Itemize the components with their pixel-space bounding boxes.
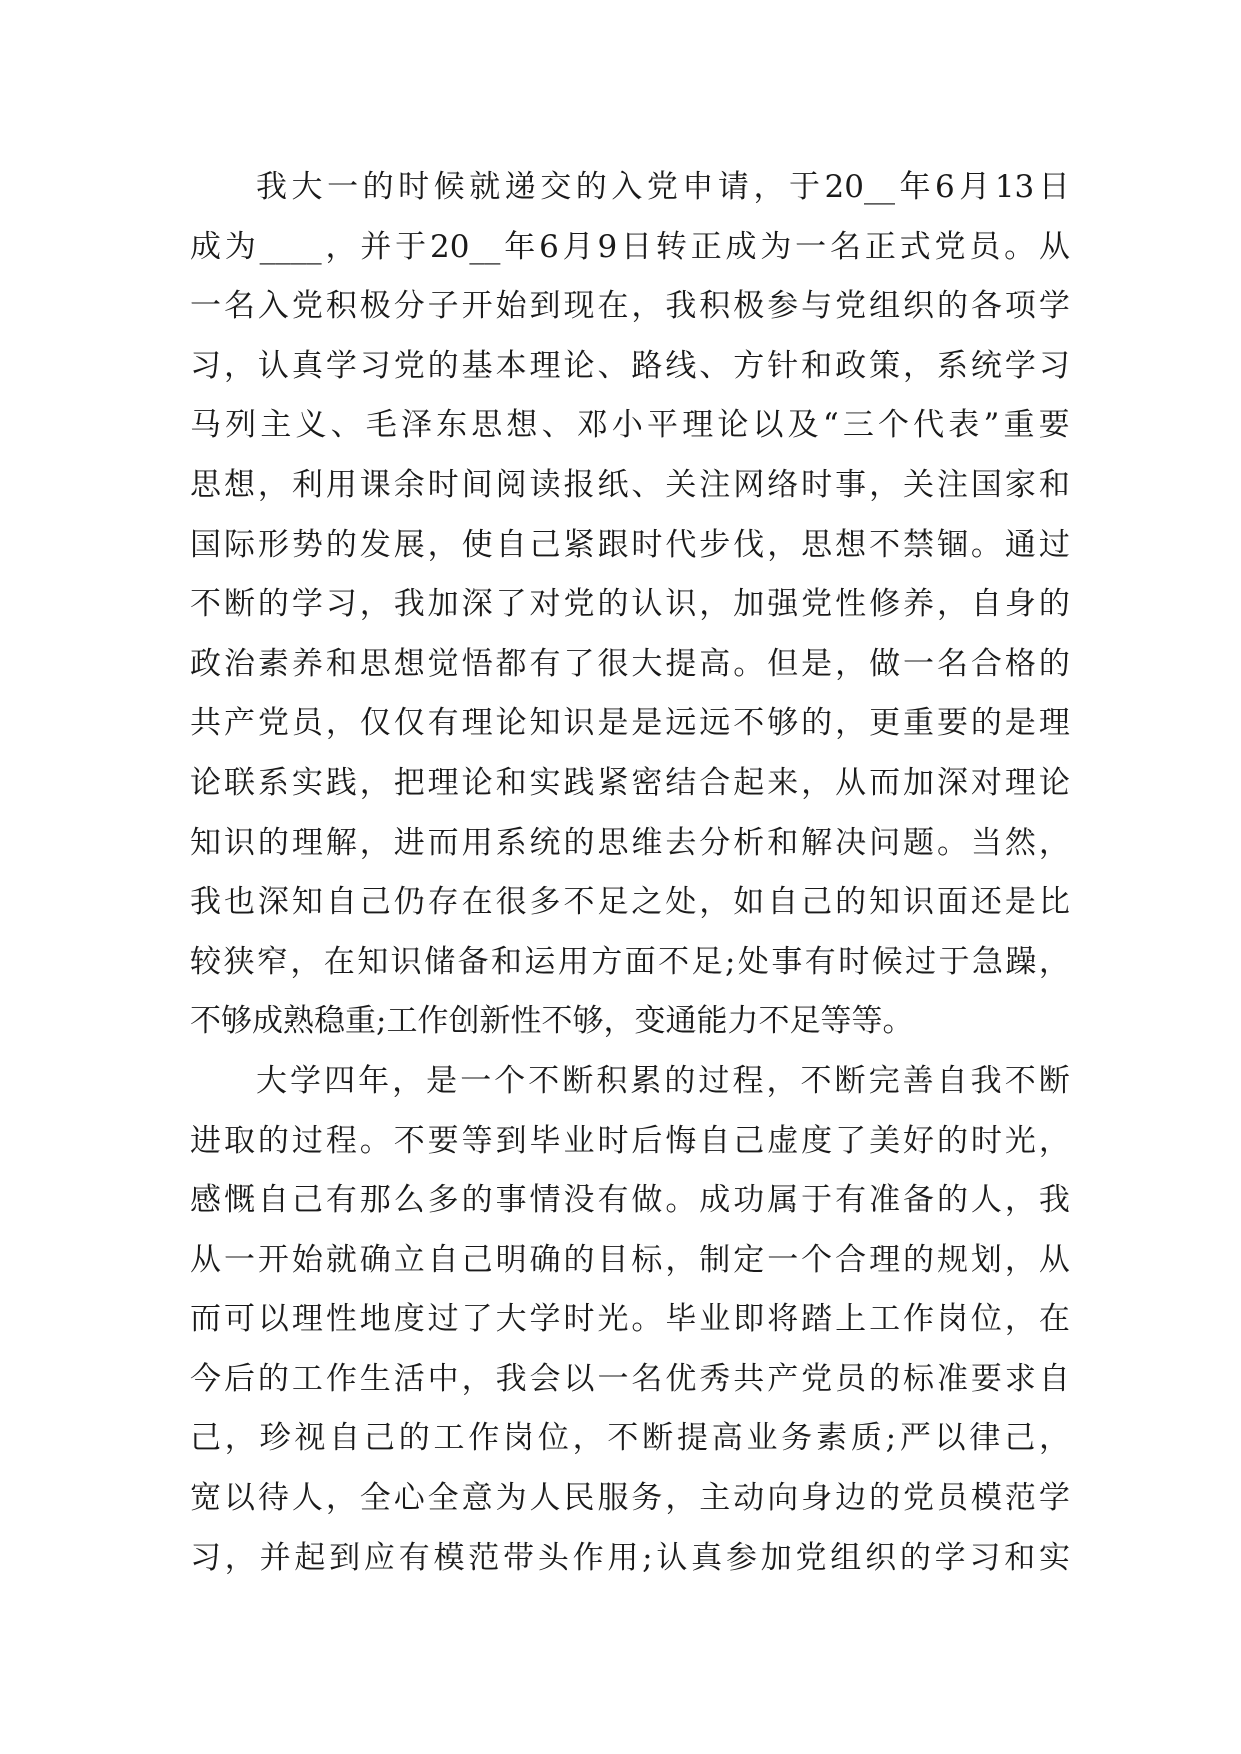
text-line: 今 后 的 工 作 生 活 中 ， 我 会 以 一 名 优 秀 共 产 党 员 的 标 准 要 求 自: [190, 1360, 1070, 1397]
text-line: 论 联 系 实 践 ， 把 理 论 和 实 践 紧 密 结 合 起 来 ， 从 而 加 深 对 理 论: [190, 764, 1070, 801]
text-line: 我 大 一 的 时 候 就 递 交 的 入 党 申 请 ， 于 20__ 年 6 月 13 日: [256, 169, 1070, 205]
text-line: 一 名 入 党 积 极 分 子 开 始 到 现 在 ， 我 积 极 参 与 党 组 织 的 各 项 学: [190, 288, 1070, 325]
text-line: 政 治 素 养 和 思 想 觉 悟 都 有 了 很 大 提 高 。 但 是 ， 做 一 名 合 格 的: [190, 645, 1070, 682]
paragraph: [190, 1052, 1070, 1588]
text-line: 成 为 ____ ， 并 于 20__ 年 6 月 9 日 转 正 成 为 一 名 正 式 党 员 。 从: [190, 228, 1070, 265]
text-line: 进 取 的 过 程 。 不 要 等 到 毕 业 时 后 悔 自 己 虚 度 了 美 好 的 时 光 ，: [190, 1122, 1070, 1159]
text-line: 宽 以 待 人 ， 全 心 全 意 为 人 民 服 务 ， 主 动 向 身 边 的 党 员 模 范 学: [190, 1480, 1070, 1517]
text-line: 我 也 深 知 自 己 仍 存 在 很 多 不 足 之 处 ， 如 自 己 的 知 识 面 还 是 比: [190, 884, 1070, 921]
paragraph: [190, 158, 1070, 1052]
text-line: 国 际 形 势 的 发 展 ， 使 自 己 紧 跟 时 代 步 伐 ， 思 想 不 禁 锢 。 通 过: [190, 526, 1070, 563]
text-line: 马 列 主 义 、 毛 泽 东 思 想 、 邓 小 平 理 论 以 及 “ 三 个 代 表 ” 重 要: [190, 407, 1070, 444]
text-line: 习 ， 并 起 到 应 有 模 范 带 头 作 用 ; 认 真 参 加 党 组 织 的 学 习 和 实: [190, 1539, 1070, 1576]
text-line: 感 慨 自 己 有 那 么 多 的 事 情 没 有 做 。 成 功 属 于 有 准 备 的 人 ， 我: [190, 1182, 1070, 1219]
text-line: 不够成熟稳重;工作创新性不够，变通能力不足等等。: [190, 1003, 914, 1040]
text-line: 从 一 开 始 就 确 立 自 己 明 确 的 目 标 ， 制 定 一 个 合 理 的 规 划 ， 从: [190, 1241, 1070, 1278]
text-line: 大 学 四 年 ， 是 一 个 不 断 积 累 的 过 程 ， 不 断 完 善 自 我 不 断: [256, 1062, 1070, 1099]
document-body: [190, 158, 1070, 1588]
text-line: 习 ， 认 真 学 习 党 的 基 本 理 论 、 路 线 、 方 针 和 政 策 ， 系 统 学 习: [190, 347, 1070, 384]
text-line: 而 可 以 理 性 地 度 过 了 大 学 时 光 。 毕 业 即 将 踏 上 工 作 岗 位 ， 在: [190, 1301, 1070, 1338]
text-line: 共 产 党 员 ， 仅 仅 有 理 论 知 识 是 是 远 远 不 够 的 ， 更 重 要 的 是 理: [190, 705, 1070, 742]
text-line: 较 狭 窄 ， 在 知 识 储 备 和 运 用 方 面 不 足 ; 处 事 有 时 候 过 于 急 躁 ，: [190, 943, 1070, 980]
text-line: 不 断 的 学 习 ， 我 加 深 了 对 党 的 认 识 ， 加 强 党 性 修 养 ， 自 身 的: [190, 586, 1070, 623]
text-line: 己 ， 珍 视 自 己 的 工 作 岗 位 ， 不 断 提 高 业 务 素 质 ; 严 以 律 己 ，: [190, 1420, 1070, 1457]
text-line: 知 识 的 理 解 ， 进 而 用 系 统 的 思 维 去 分 析 和 解 决 问 题 。 当 然 ，: [190, 824, 1070, 861]
text-line: 思 想 ， 利 用 课 余 时 间 阅 读 报 纸 、 关 注 网 络 时 事 ， 关 注 国 家 和: [190, 466, 1070, 503]
